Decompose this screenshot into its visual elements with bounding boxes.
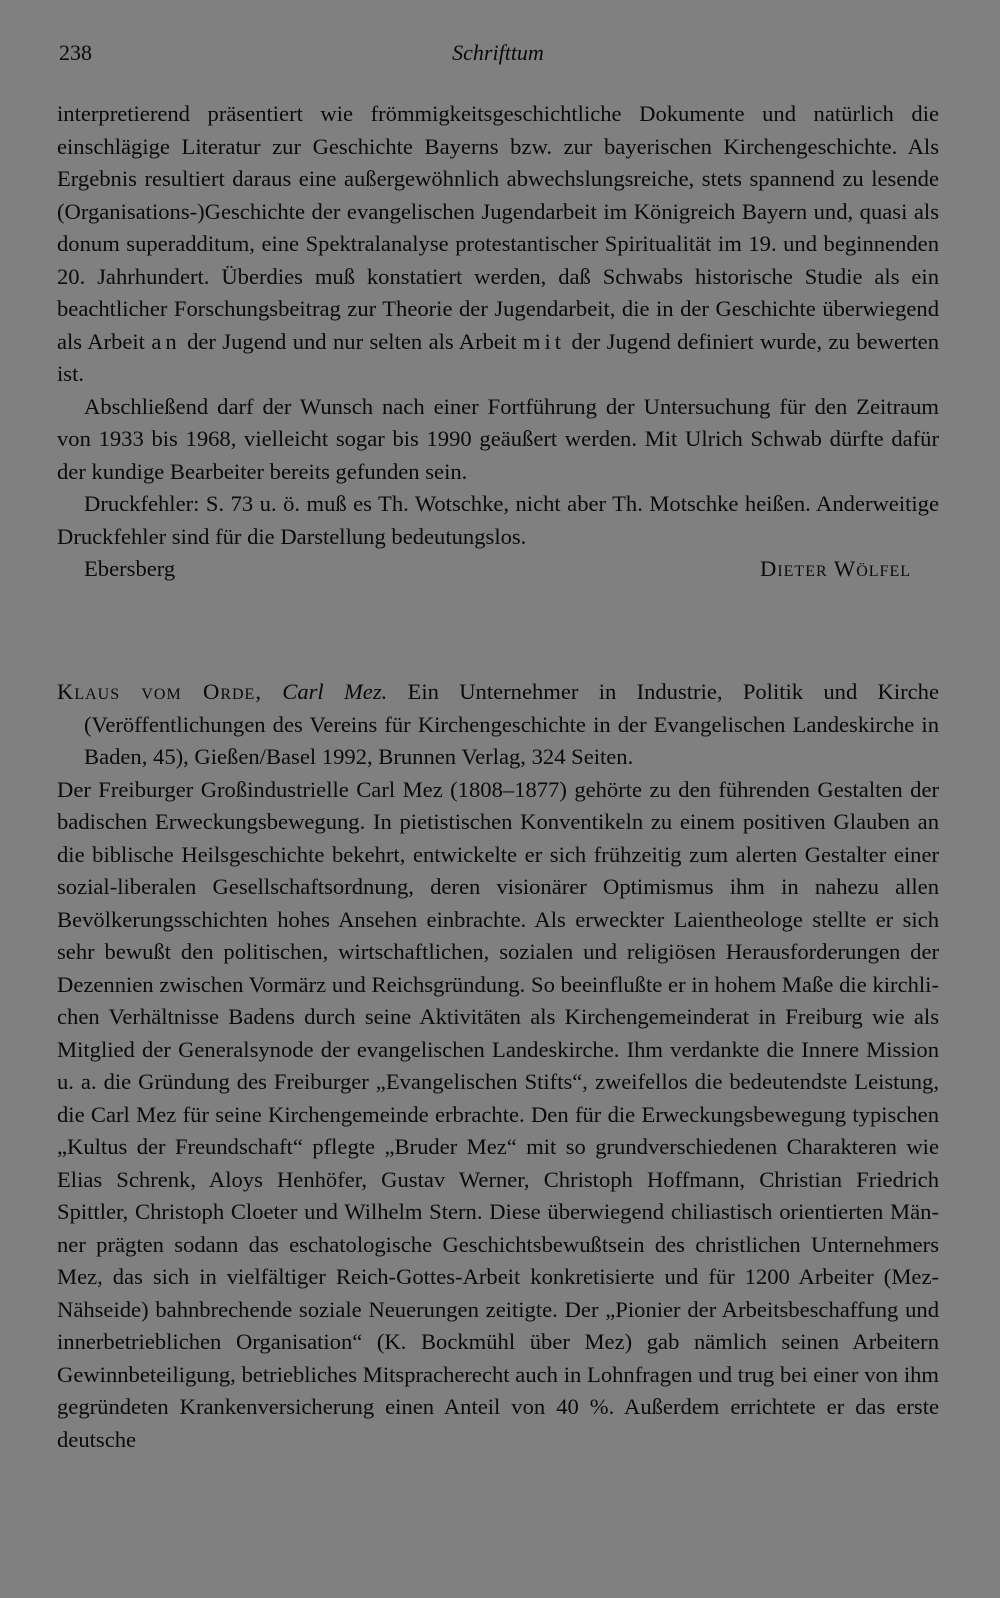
text-run: interpretierend präsentiert wie frömmigkeitsgeschichtliche Dokumente und natürlich die einschlägige Literatur zur Geschichte Bayerns bzw. zur bayerischen Kirchengeschichte. Als Ergebnis resultiert daraus eine außergewöhnlich abwechslungsreiche, stets spannend zu lesende (Organisations-)Geschichte der evangelischen Jugendarbeit im Königreich Bayern und, quasi als donum superadditum, eine Spektralanalyse protestantischer Spiritualität im 19. und beginnenden 20. Jahrhundert. Überdies muß konstatiert werden, daß Schwabs historische Studie als ein beachtlicher Forschungsbeitrag zur Theorie der Jugendarbeit, die in der Geschichte überwiegend als Arbeit	[57, 101, 939, 354]
citation-details: Ein Unternehmer in Industrie, Politik und Kirche (Veröffentlichungen des Vereins für Kirchengeschichte in der Evangelischen Landeskirche in Baden, 45), Gießen/Basel 1992, Brunnen Verlag, 324 Seiten.	[84, 679, 940, 769]
review-paragraph	[57, 98, 939, 391]
text-run: der Jugend und nur selten als Arbeit	[187, 328, 517, 354]
book-author: Klaus vom Orde,	[57, 679, 262, 704]
reviewer-name: Dieter Wölfel	[760, 556, 911, 581]
text-run: der Jugend definiert wurde, zu bewerten ist.	[57, 328, 939, 386]
book-title: Carl Mez.	[282, 679, 388, 704]
review-signature	[57, 553, 939, 586]
review-paragraph: Der Freiburger Großindustrielle Carl Mez (1808–1877) gehörte zu den führenden Gestalten der badischen Erweckungsbewegung. In pietistischen Konventikeln zu einem positiven Glauben an die biblische Heilsgeschichte bekehrt, entwickelte er sich frühzeitig zum alerten Gestalter einer sozial-liberalen Gesellschaftsordnung, deren visionärer Optimismus ihm in nahezu allen Bevölkerungsschichten hohes Ansehen einbrachte. Als erweckter Laientheologe stellte er sich sehr bewußt den politischen, wirtschaftlichen, sozialen und religiösen Herausforderungen der Dezennien zwischen Vormärz und Reichsgründung. So beeinflußte er in hohem Maße die kirchlichen Verhältnisse Badens durch seine Aktivitäten als Kirchengemeinderat in Freiburg wie als Mitglied der Generalsynode der evangelischen Landeskirche. Ihm verdankte die Innere Mission u. a. die Gründung des Freiburger „Evangelischen Stifts“, zweifellos die bedeutendste Leistung, die Carl Mez für seine Kirchengemeinde erbrachte. Den für die Erweckungsbewegung typischen „Kultus der Freundschaft“ pflegte „Bruder Mez“ mit so grundverschiedenen Charakteren wie Elias Schrenk, Aloys Henhöfer, Gustav Werner, Christoph Hoffmann, Christian Friedrich Spittler, Christoph Cloeter und Wilhelm Stern. Diese überwiegend chiliastisch orientierten Männer prägten sodann das eschatologische Geschichtsbewußtsein des christlichen Unternehmers Mez, das sich in vielfältiger Reich-Gottes-Arbeit konkretisierte und für 1200 Arbeiter (Mez-Nähseide) bahnbrechende soziale Neuerungen zeitigte. Der „Pionier der Arbeitsbeschaffung und innerbetrieblichen Organisation“ (K. Bockmühl über Mez) gab nämlich seinen Arbeitern Gewinnbeteiligung, betriebliches Mitspracherecht auch in Lohnfragen und trug bei einer von ihm gegründeten Krankenversicherung einen Anteil von 40 %. Außerdem errichtete er das erste deutsche	[57, 776, 939, 1452]
page-number: 238	[59, 40, 92, 65]
review-paragraph: Abschließend darf der Wunsch nach einer Fortführung der Untersuchung für den Zeitraum von 1933 bis 1968, vielleicht sogar bis 1990 geäußert werden. Mit Ulrich Schwab dürfte dafür der kundige Bearbeiter bereits gefunden sein.	[57, 393, 939, 484]
new-review	[57, 676, 939, 1456]
review-paragraph: Druckfehler: S. 73 u. ö. muß es Th. Wotschke, nicht aber Th. Motschke heißen. Anderweitige Druckfehler sind für die Darstellung bedeutungslos.	[57, 491, 939, 549]
running-title: Schrifttum	[452, 40, 544, 65]
review-place: Ebersberg	[84, 556, 176, 581]
spaced-word: mit	[522, 328, 566, 354]
book-citation	[57, 676, 939, 774]
review-continuation	[57, 98, 939, 586]
spaced-word: an	[151, 328, 181, 354]
page-header	[57, 36, 939, 72]
